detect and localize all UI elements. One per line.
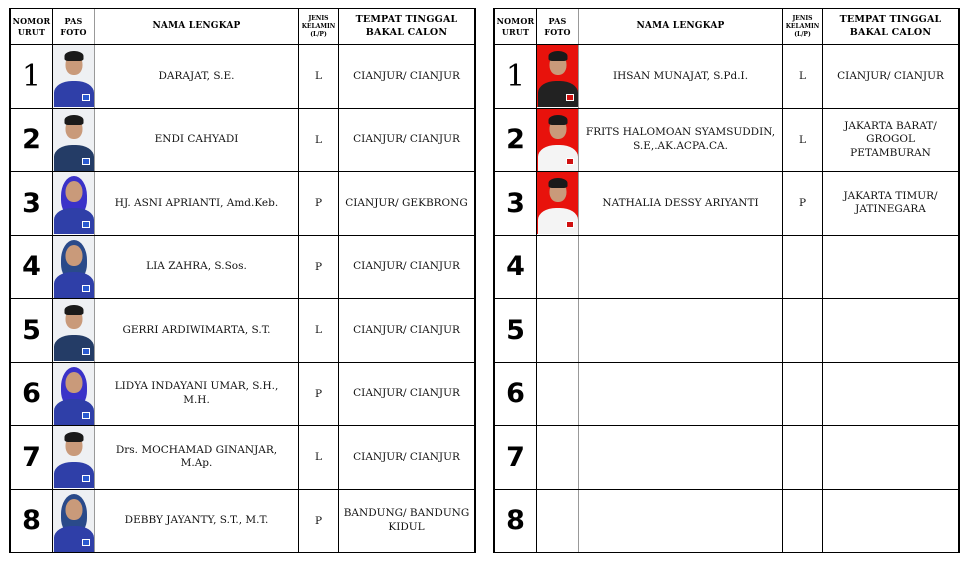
jenis-kelamin: [783, 299, 823, 362]
table-row: [11, 363, 474, 427]
tempat-tinggal: JAKARTA TIMUR/ JATINEGARA: [843, 189, 938, 216]
nomor-urut-cell: [495, 109, 537, 172]
nama-lengkap: [579, 299, 783, 362]
candidate-photo: [53, 109, 94, 171]
header-jenis-kelamin: JENIS KELAMIN (L/P): [299, 9, 339, 44]
jenis-kelamin: P: [783, 172, 823, 235]
nomor-urut-cell: [495, 236, 537, 299]
table-row: [495, 363, 958, 427]
table-header: [495, 9, 958, 45]
nomor-urut-cell: [495, 363, 537, 426]
pas-foto-cell: [53, 45, 95, 108]
pas-foto-cell: [537, 236, 579, 299]
tempat-tinggal: [823, 236, 958, 299]
jenis-kelamin: P: [299, 490, 339, 553]
candidate-photo: [537, 109, 578, 171]
header-nama-lengkap: NAMA LENGKAP: [579, 9, 783, 44]
table-row: [495, 426, 958, 490]
header-nomor-urut: NOMOR URUT: [495, 9, 537, 44]
table-row: [11, 490, 474, 554]
nomor-urut-cell: [11, 45, 53, 108]
header-tempat-tinggal: TEMPAT TINGGAL BAKAL CALON: [839, 14, 942, 38]
table-row: [495, 490, 958, 554]
pas-foto-cell: [53, 172, 95, 235]
tempat-tinggal: [823, 299, 958, 362]
pas-foto-cell: [53, 109, 95, 172]
pas-foto-cell: [53, 363, 95, 426]
nomor-urut: 2: [22, 124, 41, 156]
table-row: [11, 45, 474, 109]
pas-foto-cell: [53, 426, 95, 489]
nomor-urut: 8: [22, 505, 41, 537]
nama-lengkap: LIDYA INDAYANI UMAR, S.H., M.H.: [95, 363, 299, 426]
nomor-urut-cell: [11, 490, 53, 553]
jenis-kelamin: P: [299, 236, 339, 299]
tempat-tinggal: CIANJUR/ CIANJUR: [353, 450, 460, 463]
pas-foto-cell: [53, 490, 95, 553]
jenis-kelamin: P: [299, 172, 339, 235]
candidate-photo: [53, 172, 94, 234]
jenis-kelamin: [783, 363, 823, 426]
table-row: [11, 172, 474, 236]
pas-foto-cell: [53, 236, 95, 299]
nomor-urut: 8: [506, 505, 525, 537]
nomor-urut: 6: [506, 378, 525, 410]
candidate-photo: [537, 172, 578, 234]
tempat-tinggal: BANDUNG/ BANDUNG KIDUL: [343, 507, 470, 533]
jenis-kelamin: L: [299, 109, 339, 172]
nomor-urut-cell: [11, 236, 53, 299]
jenis-kelamin: P: [299, 363, 339, 426]
nomor-urut: 3: [506, 187, 525, 219]
table-header: [11, 9, 474, 45]
nomor-urut-cell: [11, 426, 53, 489]
nomor-urut-cell: [495, 490, 537, 553]
nomor-urut: 1: [21, 58, 42, 94]
nomor-urut-cell: [495, 299, 537, 362]
header-jenis-kelamin: JENIS KELAMIN (L/P): [783, 9, 823, 44]
nomor-urut-cell: [11, 109, 53, 172]
candidate-table-left: [9, 8, 476, 553]
table-row: [495, 45, 958, 109]
nomor-urut-cell: [11, 172, 53, 235]
nama-lengkap: FRITS HALOMOAN SYAMSUDDIN, S.E,.AK.ACPA.CA.: [579, 109, 783, 172]
candidate-photo: [53, 426, 94, 488]
nomor-urut: 6: [22, 378, 41, 410]
tempat-tinggal: JAKARTA BARAT/ GROGOL PETAMBURAN: [844, 119, 937, 159]
table-row: [11, 109, 474, 173]
tempat-tinggal: CIANJUR/ GEKBRONG: [345, 196, 468, 209]
nama-lengkap: LIA ZAHRA, S.Sos.: [95, 236, 299, 299]
candidate-photo: [53, 236, 94, 298]
candidate-photo: [53, 363, 94, 425]
header-pas-foto: PAS FOTO: [53, 9, 95, 44]
nomor-urut: 5: [506, 314, 525, 346]
nomor-urut-cell: [495, 172, 537, 235]
candidate-photo: [53, 45, 94, 107]
candidate-photo: [53, 490, 94, 552]
nama-lengkap: IHSAN MUNAJAT, S.Pd.I.: [579, 45, 783, 108]
nama-lengkap: [579, 236, 783, 299]
nama-lengkap: HJ. ASNI APRIANTI, Amd.Keb.: [95, 172, 299, 235]
candidate-photo: [53, 299, 94, 361]
jenis-kelamin: [783, 490, 823, 553]
nama-lengkap: [579, 490, 783, 553]
jenis-kelamin: L: [299, 299, 339, 362]
pas-foto-cell: [537, 363, 579, 426]
table-row: [11, 299, 474, 363]
tempat-tinggal: [823, 363, 958, 426]
table-row: [495, 172, 958, 236]
pas-foto-cell: [537, 426, 579, 489]
nomor-urut-cell: [495, 426, 537, 489]
nama-lengkap: GERRI ARDIWIMARTA, S.T.: [95, 299, 299, 362]
nama-lengkap: [579, 363, 783, 426]
jenis-kelamin: L: [783, 109, 823, 172]
jenis-kelamin: L: [783, 45, 823, 108]
nama-lengkap: ENDI CAHYADI: [95, 109, 299, 172]
table-row: [495, 299, 958, 363]
nama-lengkap: DEBBY JAYANTY, S.T., M.T.: [95, 490, 299, 553]
tempat-tinggal: [823, 426, 958, 489]
tempat-tinggal: CIANJUR/ CIANJUR: [353, 260, 460, 272]
header-nama-lengkap: NAMA LENGKAP: [95, 9, 299, 44]
nama-lengkap: NATHALIA DESSY ARIYANTI: [579, 172, 783, 235]
header-tempat-tinggal: TEMPAT TINGGAL BAKAL CALON: [355, 14, 458, 38]
nomor-urut: 7: [506, 441, 525, 473]
pas-foto-cell: [537, 45, 579, 108]
nomor-urut: 1: [505, 58, 526, 94]
nama-lengkap: Drs. MOCHAMAD GINANJAR, M.Ap.: [95, 426, 299, 489]
nomor-urut-cell: [495, 45, 537, 108]
pas-foto-cell: [537, 299, 579, 362]
nomor-urut: 4: [22, 251, 41, 283]
tempat-tinggal: CIANJUR/ CIANJUR: [837, 69, 944, 82]
nomor-urut: 3: [22, 187, 41, 219]
jenis-kelamin: [783, 236, 823, 299]
nama-lengkap: [579, 426, 783, 489]
jenis-kelamin: [783, 426, 823, 489]
nomor-urut-cell: [11, 299, 53, 362]
pas-foto-cell: [537, 109, 579, 172]
tempat-tinggal: CIANJUR/ CIANJUR: [353, 323, 460, 336]
tempat-tinggal: CIANJUR/ CIANJUR: [353, 133, 460, 145]
jenis-kelamin: L: [299, 45, 339, 108]
pas-foto-cell: [537, 172, 579, 235]
candidate-table-right: [493, 8, 960, 553]
tempat-tinggal: [823, 490, 958, 553]
nomor-urut: 5: [22, 314, 41, 346]
table-row: [11, 236, 474, 300]
jenis-kelamin: L: [299, 426, 339, 489]
header-pas-foto: PAS FOTO: [537, 9, 579, 44]
nomor-urut: 2: [506, 124, 525, 156]
nomor-urut: 4: [506, 251, 525, 283]
tempat-tinggal: CIANJUR/ CIANJUR: [353, 387, 460, 399]
nomor-urut: 7: [22, 441, 41, 473]
table-row: [495, 109, 958, 173]
pas-foto-cell: [53, 299, 95, 362]
nomor-urut-cell: [11, 363, 53, 426]
nama-lengkap: DARAJAT, S.E.: [95, 45, 299, 108]
candidate-photo: [537, 45, 578, 107]
pas-foto-cell: [537, 490, 579, 553]
table-row: [495, 236, 958, 300]
table-row: [11, 426, 474, 490]
tempat-tinggal: CIANJUR/ CIANJUR: [353, 69, 460, 82]
header-nomor-urut: NOMOR URUT: [11, 9, 53, 44]
